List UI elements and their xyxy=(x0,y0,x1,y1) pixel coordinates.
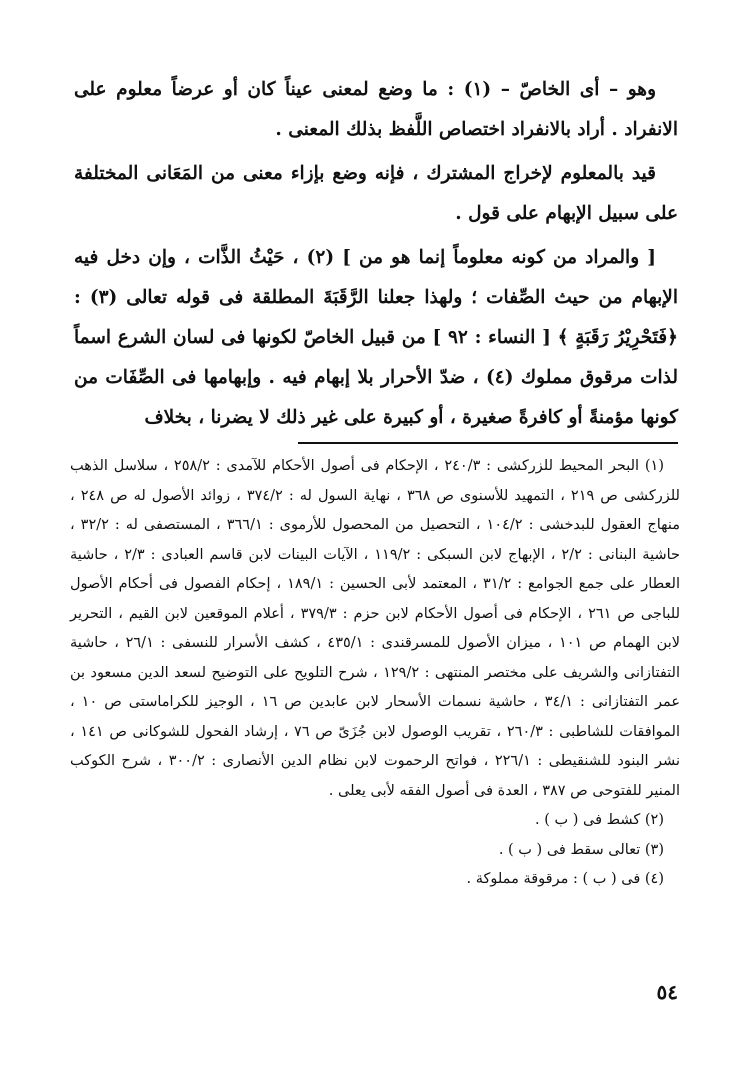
footnote-separator xyxy=(298,442,678,444)
main-paragraph-2: قيد بالمعلوم لإخراج المشترك ، فإنه وضع بإزاء معنى من المَعَانى المختلفة على سبيل الإبهام على قول . xyxy=(74,163,678,224)
footnotes xyxy=(70,452,680,895)
footnote-4: (٤) فى ( ب ) : مرقوقة مملوكة . xyxy=(466,871,664,887)
main-paragraph-3: [ والمراد من كونه معلوماً إنما هو من ] (٢) ، حَيْثُ الذَّات ، وإن دخل فيه الإبهام من حيث الصِّفات ؛ ولهذا جعلنا الرَّقَبَةَ المطلقة فى قوله تعالى (٣) : ﴿فَتَحْرِيْرُ رَقَبَةٍ ﴾ [ النساء : ٩٢ ] من قبيل الخاصّ لكونها فى لسان الشرع اسماً لذات مرقوق مملوك (٤) ، ضدّ الأحرار بلا إبهام فيه . وإبهامها فى الصِّفَات من كونها مؤمنةً أو كافرةً صغيرة ، أو كبيرة على غير ذلك لا يضرنا ، بخلاف xyxy=(74,247,678,428)
footnote-2: (٢) كشط فى ( ب ) . xyxy=(535,812,664,828)
main-paragraph-1: وهو – أى الخاصّ – (١) : ما وضع لمعنى عيناً كان أو عرضاً معلوم على الانفراد . أراد بالانفراد اختصاص اللَّفظ بذلك المعنى . xyxy=(74,79,678,140)
footnote-1: (١) البحر المحيط للزركشى : ٢٤٠/٣ ، الإحكام فى أصول الأحكام للآمدى : ٢٥٨/٢ ، سلاسل الذهب للزركشى ص ٢١٩ ، التمهيد للأسنوى ص ٣٦٨ ، نهاية السول له : ٣٧٤/٢ ، زوائد الأصول له ص ٢٤٨ ، منهاج العقول للبدخشى : ١٠٤/٢ ، التحصيل من المحصول للأرموى : ٣٦٦/١ ، المستصفى له : ٣٢/٢ ، حاشية البنانى : ٢/٢ ، الإبهاج لابن السبكى : ١١٩/٢ ، الآيات البينات لابن قاسم العبادى : ٢/٣ ، حاشية العطار على جمع الجوامع : ٣١/٢ ، المعتمد لأبى الحسين : ١٨٩/١ ، إحكام الفصول فى أحكام الأصول للباجى ص ٢٦١ ، الإحكام فى أصول الأحكام لابن حزم : ٣٧٩/٣ ، أعلام الموقعين لابن القيم ، التحرير لابن الهمام ص ١٠١ ، ميزان الأصول للمسرقندى : ٤٣٥/١ ، كشف الأسرار للنسفى : ٢٦/١ ، حاشية التفتازانى والشريف على مختصر المنتهى : ١٢٩/٢ ، شرح التلويح على التوضيح لسعد الدين مسعود بن عمر التفتازانى : ٣٤/١ ، حاشية نسمات الأسحار لابن عابدين ص ١٦ ، الوجيز للكراماستى ص ١٠ ، الموافقات للشاطبى : ٢٦٠/٣ ، تقريب الوصول لابن جُزَىّ ص ٧٦ ، إرشاد الفحول للشوكانى ص ١٤١ ، نشر البنود للشنقيطى : ٢٢٦/١ ، فواتح الرحموت لابن نظام الدين الأنصارى : ٣٠٠/٢ ، شرح الكوكب المنير للفتوحى ص ٣٨٧ ، العدة فى أصول الفقه لأبى يعلى . xyxy=(70,458,680,799)
page-number: ٥٤ xyxy=(656,980,678,1004)
main-text xyxy=(74,70,678,442)
footnote-3: (٣) تعالى سقط فى ( ب ) . xyxy=(498,841,664,858)
